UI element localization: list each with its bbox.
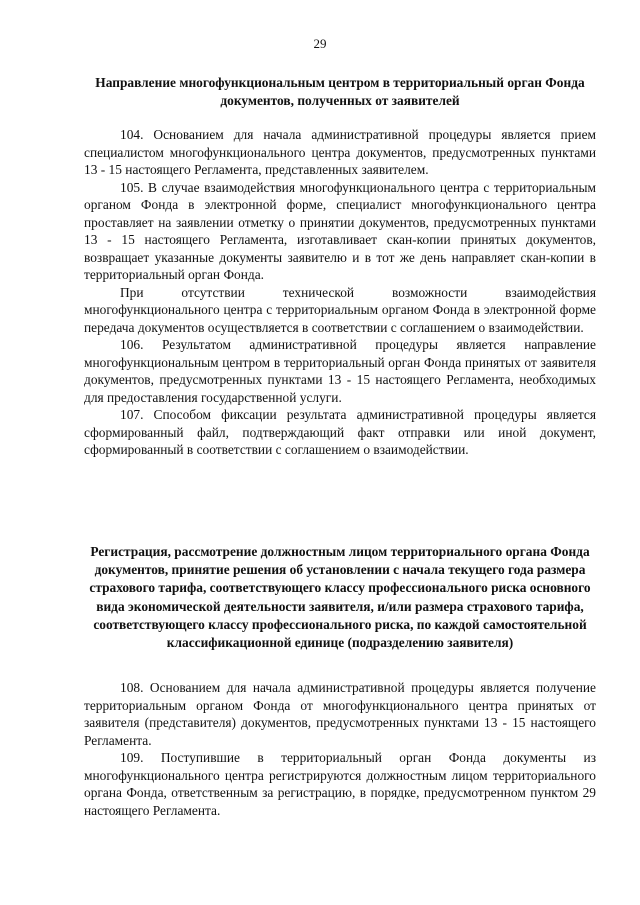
paragraph-104: 104. Основанием для начала административной процедуры является прием специалистом многофункционального центра документов, предусмотренных пунктами 13 - 15 настоящего Регламента, представленных заявителем. [84,127,596,177]
section-heading-registration: Регистрация, рассмотрение должностным лицом территориального органа Фонда документов, принятие решения об установлении с начала текущего года размера страхового тарифа, соответствующего классу профессионального риска основного вида экономической деятельности заявителя, и/или размера страхового тарифа, соответствующего классу профессионального риска, по каждой самостоятельной классификационной единице (подразделению заявителя) [89,544,591,651]
paragraph-107: 107. Способом фиксации результата административной процедуры является сформированный файл, подтверждающий факт отправки или иной документ, сформированный в соответствии с соглашением о взаимодействии. [84,407,596,457]
section-heading-mfc-transfer: Направление многофункциональным центром в территориальный орган Фонда документов, полученных от заявителей [95,75,585,109]
paragraph-108: 108. Основанием для начала административной процедуры является получение территориальным органом Фонда от многофункционального центра принятых от заявителя (представителя) документов, предусмотренных пунктами 13 - 15 настоящего Регламента. [84,680,596,748]
paragraph-105: 105. В случае взаимодействия многофункционального центра с территориальным органом Фонда в электронной форме, специалист многофункционального центра проставляет на заявлении отметку о принятии документов, предусмотренных пунктами 13 - 15 настоящего Регламента, изготавливает скан-копии принятых документов, возвращает указанные документы заявителю и в тот же день направляет скан-копии в территориальный орган Фонда. [84,179,596,282]
paragraph-109: 109. Поступившие в территориальный орган Фонда документы из многофункционального центра регистрируются должностным лицом территориального органа Фонда, ответственным за регистрацию, в порядке, предусмотренном пунктом 29 настоящего Регламента. [84,750,596,818]
paragraph-106: 106. Результатом административной процедуры является направление многофункциональным центром в территориальный орган Фонда принятых от заявителя документов, предусмотренных пунктами 13 - 15 настоящего Регламента, необходимых для предоставления государственной услуги. [84,337,596,405]
paragraph-105-continued: При отсутствии технической возможности взаимодействия многофункционального центра с территориальным органом Фонда в электронной форме передача документов осуществляется в соответствии с соглашением о взаимодействии. [84,284,596,335]
section-body-registration [84,679,596,819]
section-body-mfc-transfer [84,126,596,459]
page-number: 29 [313,36,327,51]
